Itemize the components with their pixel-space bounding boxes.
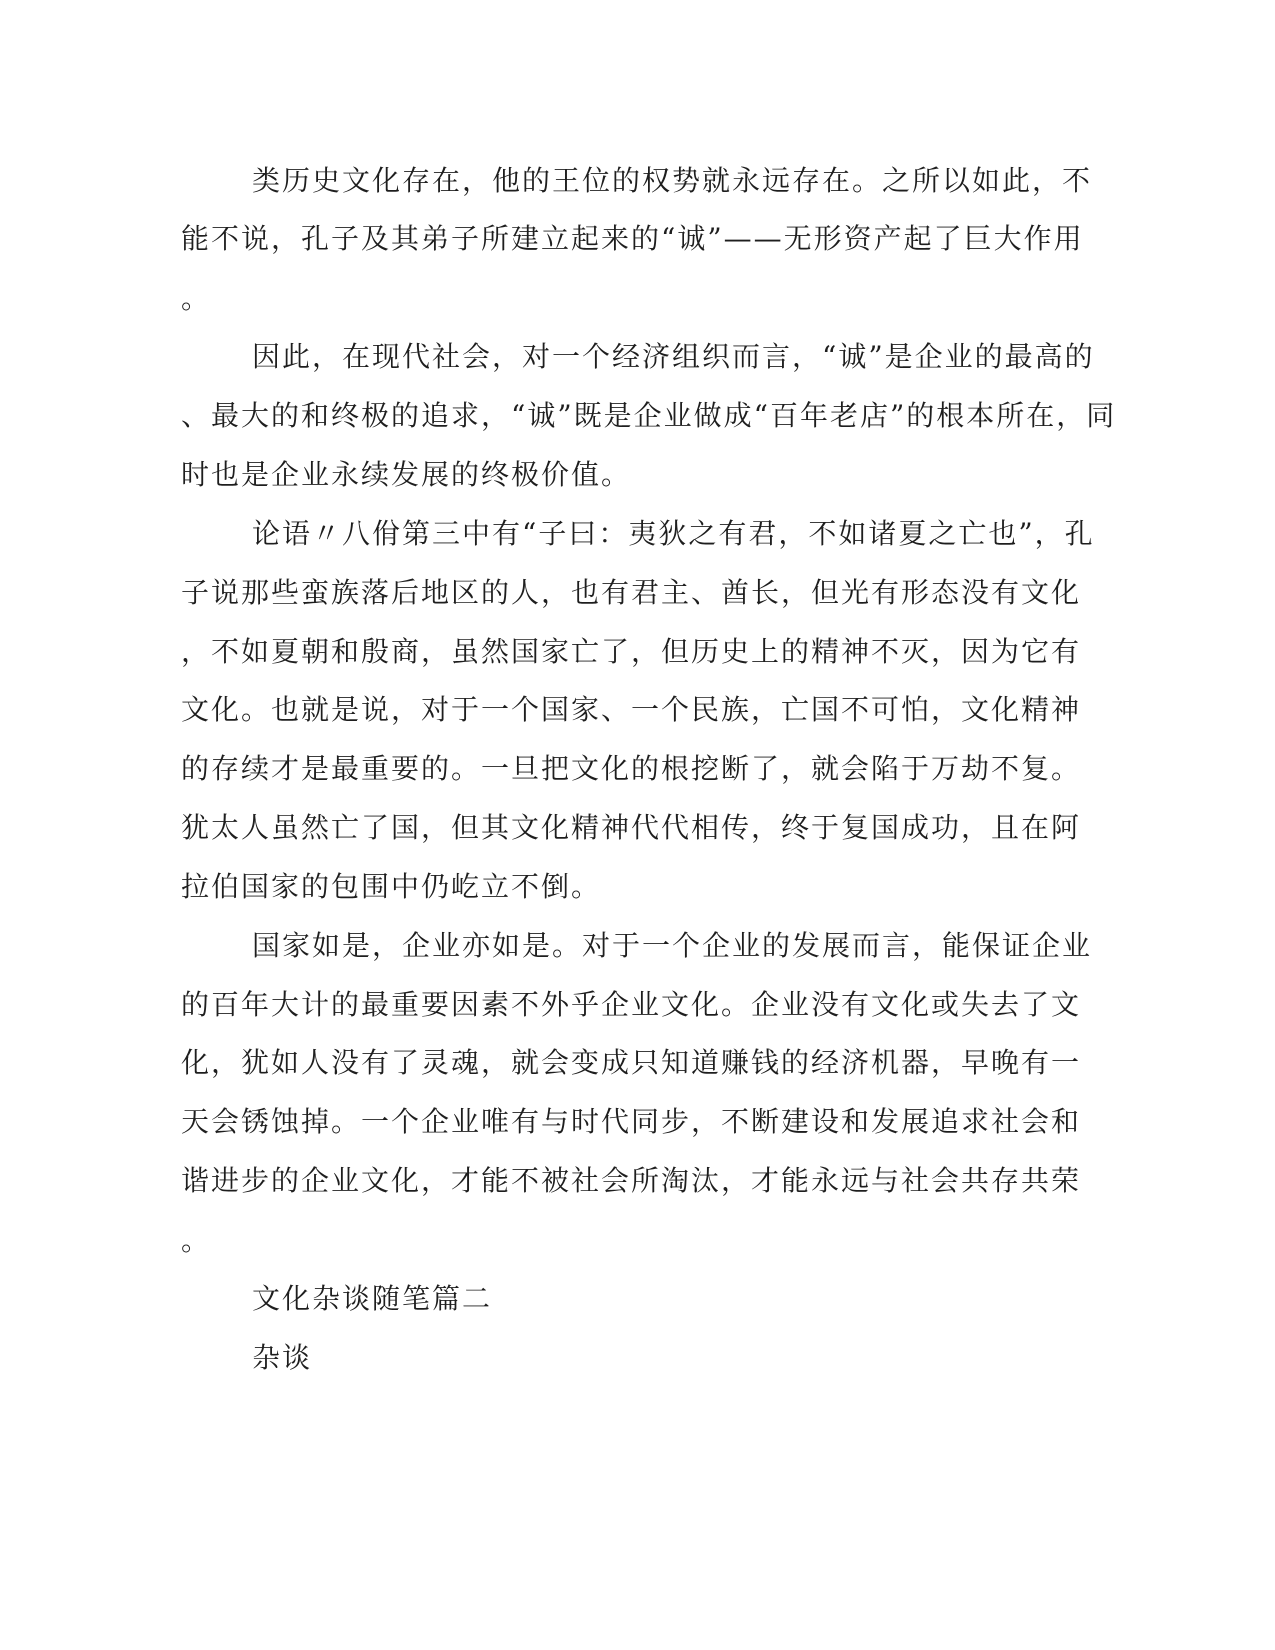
text-line: 、最大的和终极的追求，“诚”既是企业做成“百年老店”的根本所在，同 — [181, 399, 1117, 432]
text-line: 谐进步的企业文化，才能不被社会所淘汰，才能永远与社会共存共荣 — [181, 1164, 1082, 1197]
text-line: 化，犹如人没有了灵魂，就会变成只知道赚钱的经济机器，早晚有一 — [181, 1046, 1082, 1079]
text-line: 犹太人虽然亡了国，但其文化精神代代相传，终于复国成功，且在阿 — [181, 811, 1082, 844]
text-line: 国家如是，企业亦如是。对于一个企业的发展而言，能保证企业 — [252, 929, 1093, 962]
text-line: 天会锈蚀掉。一个企业唯有与时代同步，不断建设和发展追求社会和 — [181, 1105, 1082, 1138]
section-subheading: 杂谈 — [252, 1341, 313, 1374]
text-line: 类历史文化存在，他的王位的权势就永远存在。之所以如此，不 — [252, 164, 1093, 197]
text-line: 。 — [181, 1224, 212, 1257]
text-line: 时也是企业永续发展的终极价值。 — [181, 458, 632, 491]
text-line: 因此，在现代社会，对一个经济组织而言，“诚”是企业的最高的 — [252, 340, 1095, 373]
section-heading: 文化杂谈随笔篇二 — [252, 1282, 493, 1315]
text-line: 论语〃八佾第三中有“子曰：夷狄之有君，不如诸夏之亡也”，孔 — [252, 517, 1095, 550]
text-line: ，不如夏朝和殷商，虽然国家亡了，但历史上的精神不灭，因为它有 — [181, 635, 1082, 668]
text-line: 能不说，孔子及其弟子所建立起来的“诚”——无形资产起了巨大作用 — [181, 222, 1084, 255]
text-line: 。 — [181, 282, 212, 315]
text-line: 子说那些蛮族落后地区的人，也有君主、酋长，但光有形态没有文化 — [181, 576, 1082, 609]
text-line: 的存续才是最重要的。一旦把文化的根挖断了，就会陷于万劫不复。 — [181, 752, 1082, 785]
text-line: 文化。也就是说，对于一个国家、一个民族，亡国不可怕，文化精神 — [181, 693, 1082, 726]
text-line: 拉伯国家的包围中仍屹立不倒。 — [181, 870, 602, 903]
text-line: 的百年大计的最重要因素不外乎企业文化。企业没有文化或失去了文 — [181, 988, 1082, 1021]
